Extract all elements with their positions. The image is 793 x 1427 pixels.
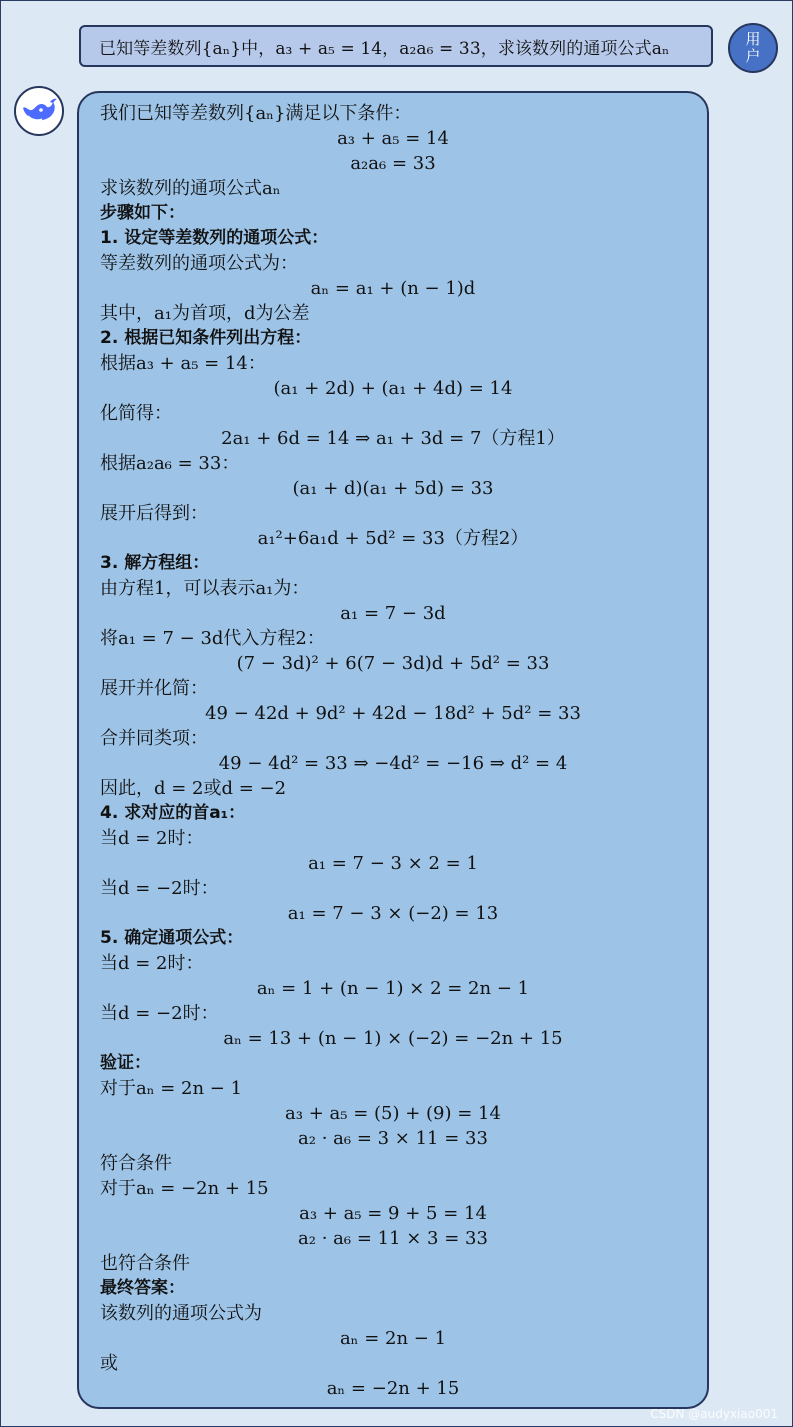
- formula-line: (7 − 3d)² + 6(7 − 3d)d + 5d² = 33: [236, 653, 550, 674]
- section-heading: 4. 求对应的首a₁：: [100, 803, 246, 823]
- formula-line: a₁ = 7 − 3 × 2 = 1: [308, 853, 478, 874]
- text-line: 符合条件: [100, 1153, 172, 1174]
- text-line: 根据a₃ + a₅ = 14：: [100, 353, 266, 374]
- formula-line: a₃ + a₅ = 14: [337, 128, 449, 149]
- text-line: 因此，d = 2或d = −2: [100, 778, 287, 799]
- formula-line: (a₁ + d)(a₁ + 5d) = 33: [292, 478, 494, 499]
- formula-line: 49 − 4d² = 33 ⇒ −4d² = −16 ⇒ d² = 4: [218, 753, 568, 774]
- formula-line: a₂ · a₆ = 3 × 11 = 33: [298, 1128, 488, 1149]
- formula-line: a₂a₆ = 33: [350, 153, 436, 174]
- text-line: 等差数列的通项公式为：: [100, 253, 298, 274]
- answer-body: [100, 101, 707, 1401]
- section-heading: 最终答案：: [100, 1278, 185, 1298]
- text-line: 对于aₙ = −2n + 15: [100, 1178, 269, 1199]
- formula-line: a₁ = 7 − 3 × (−2) = 13: [287, 903, 499, 924]
- text-line: 合并同类项：: [100, 728, 208, 749]
- text-line: 我们已知等差数列{aₙ}满足以下条件：: [100, 103, 412, 124]
- section-heading: 验证：: [100, 1053, 151, 1073]
- text-line: 对于aₙ = 2n − 1: [100, 1078, 243, 1099]
- formula-line: a₃ + a₅ = 9 + 5 = 14: [299, 1203, 487, 1224]
- section-heading: 2. 根据已知条件列出方程：: [100, 328, 312, 348]
- assistant-answer-bubble: [77, 91, 709, 1409]
- formula-line: aₙ = 2n − 1: [339, 1328, 447, 1349]
- text-line: 化简得：: [100, 403, 172, 424]
- text-line: 当d = −2时：: [100, 1003, 219, 1024]
- section-heading: 5. 确定通项公式：: [100, 928, 244, 948]
- assistant-avatar: [14, 86, 64, 136]
- whale-logo-icon: [20, 96, 58, 126]
- text-line: 当d = 2时：: [100, 953, 204, 974]
- section-heading: 步骤如下：: [100, 203, 185, 223]
- text-line: 该数列的通项公式为: [100, 1303, 262, 1324]
- text-line: 展开并化简：: [100, 678, 208, 699]
- watermark: CSDN @audyxiao001: [650, 1407, 778, 1421]
- formula-line: a₁²+6a₁d + 5d² = 33（方程2）: [257, 528, 529, 549]
- formula-line: aₙ = −2n + 15: [326, 1378, 460, 1399]
- text-line: 也符合条件: [100, 1253, 190, 1274]
- text-line: 将a₁ = 7 − 3d代入方程2：: [100, 628, 325, 649]
- text-line: 当d = 2时：: [100, 828, 204, 849]
- user-message-text: 已知等差数列{aₙ}中，a₃ + a₅ = 14，a₂a₆ = 33，求该数列的通项公式aₙ: [99, 38, 670, 59]
- section-heading: 1. 设定等差数列的通项公式：: [100, 228, 329, 248]
- formula-line: aₙ = 1 + (n − 1) × 2 = 2n − 1: [256, 978, 530, 999]
- user-avatar: [728, 23, 778, 73]
- user-message-bubble: [79, 25, 713, 67]
- text-line: 展开后得到：: [100, 503, 208, 524]
- user-avatar-char-1: 用: [745, 30, 761, 48]
- formula-line: aₙ = 13 + (n − 1) × (−2) = −2n + 15: [223, 1028, 563, 1049]
- formula-line: 2a₁ + 6d = 14 ⇒ a₁ + 3d = 7（方程1）: [221, 428, 565, 449]
- text-line: 根据a₂a₆ = 33：: [100, 453, 240, 474]
- formula-line: a₁ = 7 − 3d: [340, 603, 446, 624]
- formula-line: a₂ · a₆ = 11 × 3 = 33: [298, 1228, 488, 1249]
- text-line: 由方程1，可以表示a₁为：: [100, 578, 310, 599]
- text-line: 或: [100, 1353, 118, 1374]
- formula-line: 49 − 42d + 9d² + 42d − 18d² + 5d² = 33: [205, 703, 581, 724]
- text-line: 求该数列的通项公式aₙ: [100, 178, 281, 199]
- text-line: 其中，a₁为首项，d为公差: [100, 303, 310, 324]
- text-line: 当d = −2时：: [100, 878, 219, 899]
- formula-line: a₃ + a₅ = (5) + (9) = 14: [285, 1103, 501, 1124]
- formula-line: aₙ = a₁ + (n − 1)d: [310, 278, 476, 299]
- user-avatar-char-2: 户: [745, 47, 761, 65]
- section-heading: 3. 解方程组：: [100, 553, 210, 573]
- formula-line: (a₁ + 2d) + (a₁ + 4d) = 14: [273, 378, 513, 399]
